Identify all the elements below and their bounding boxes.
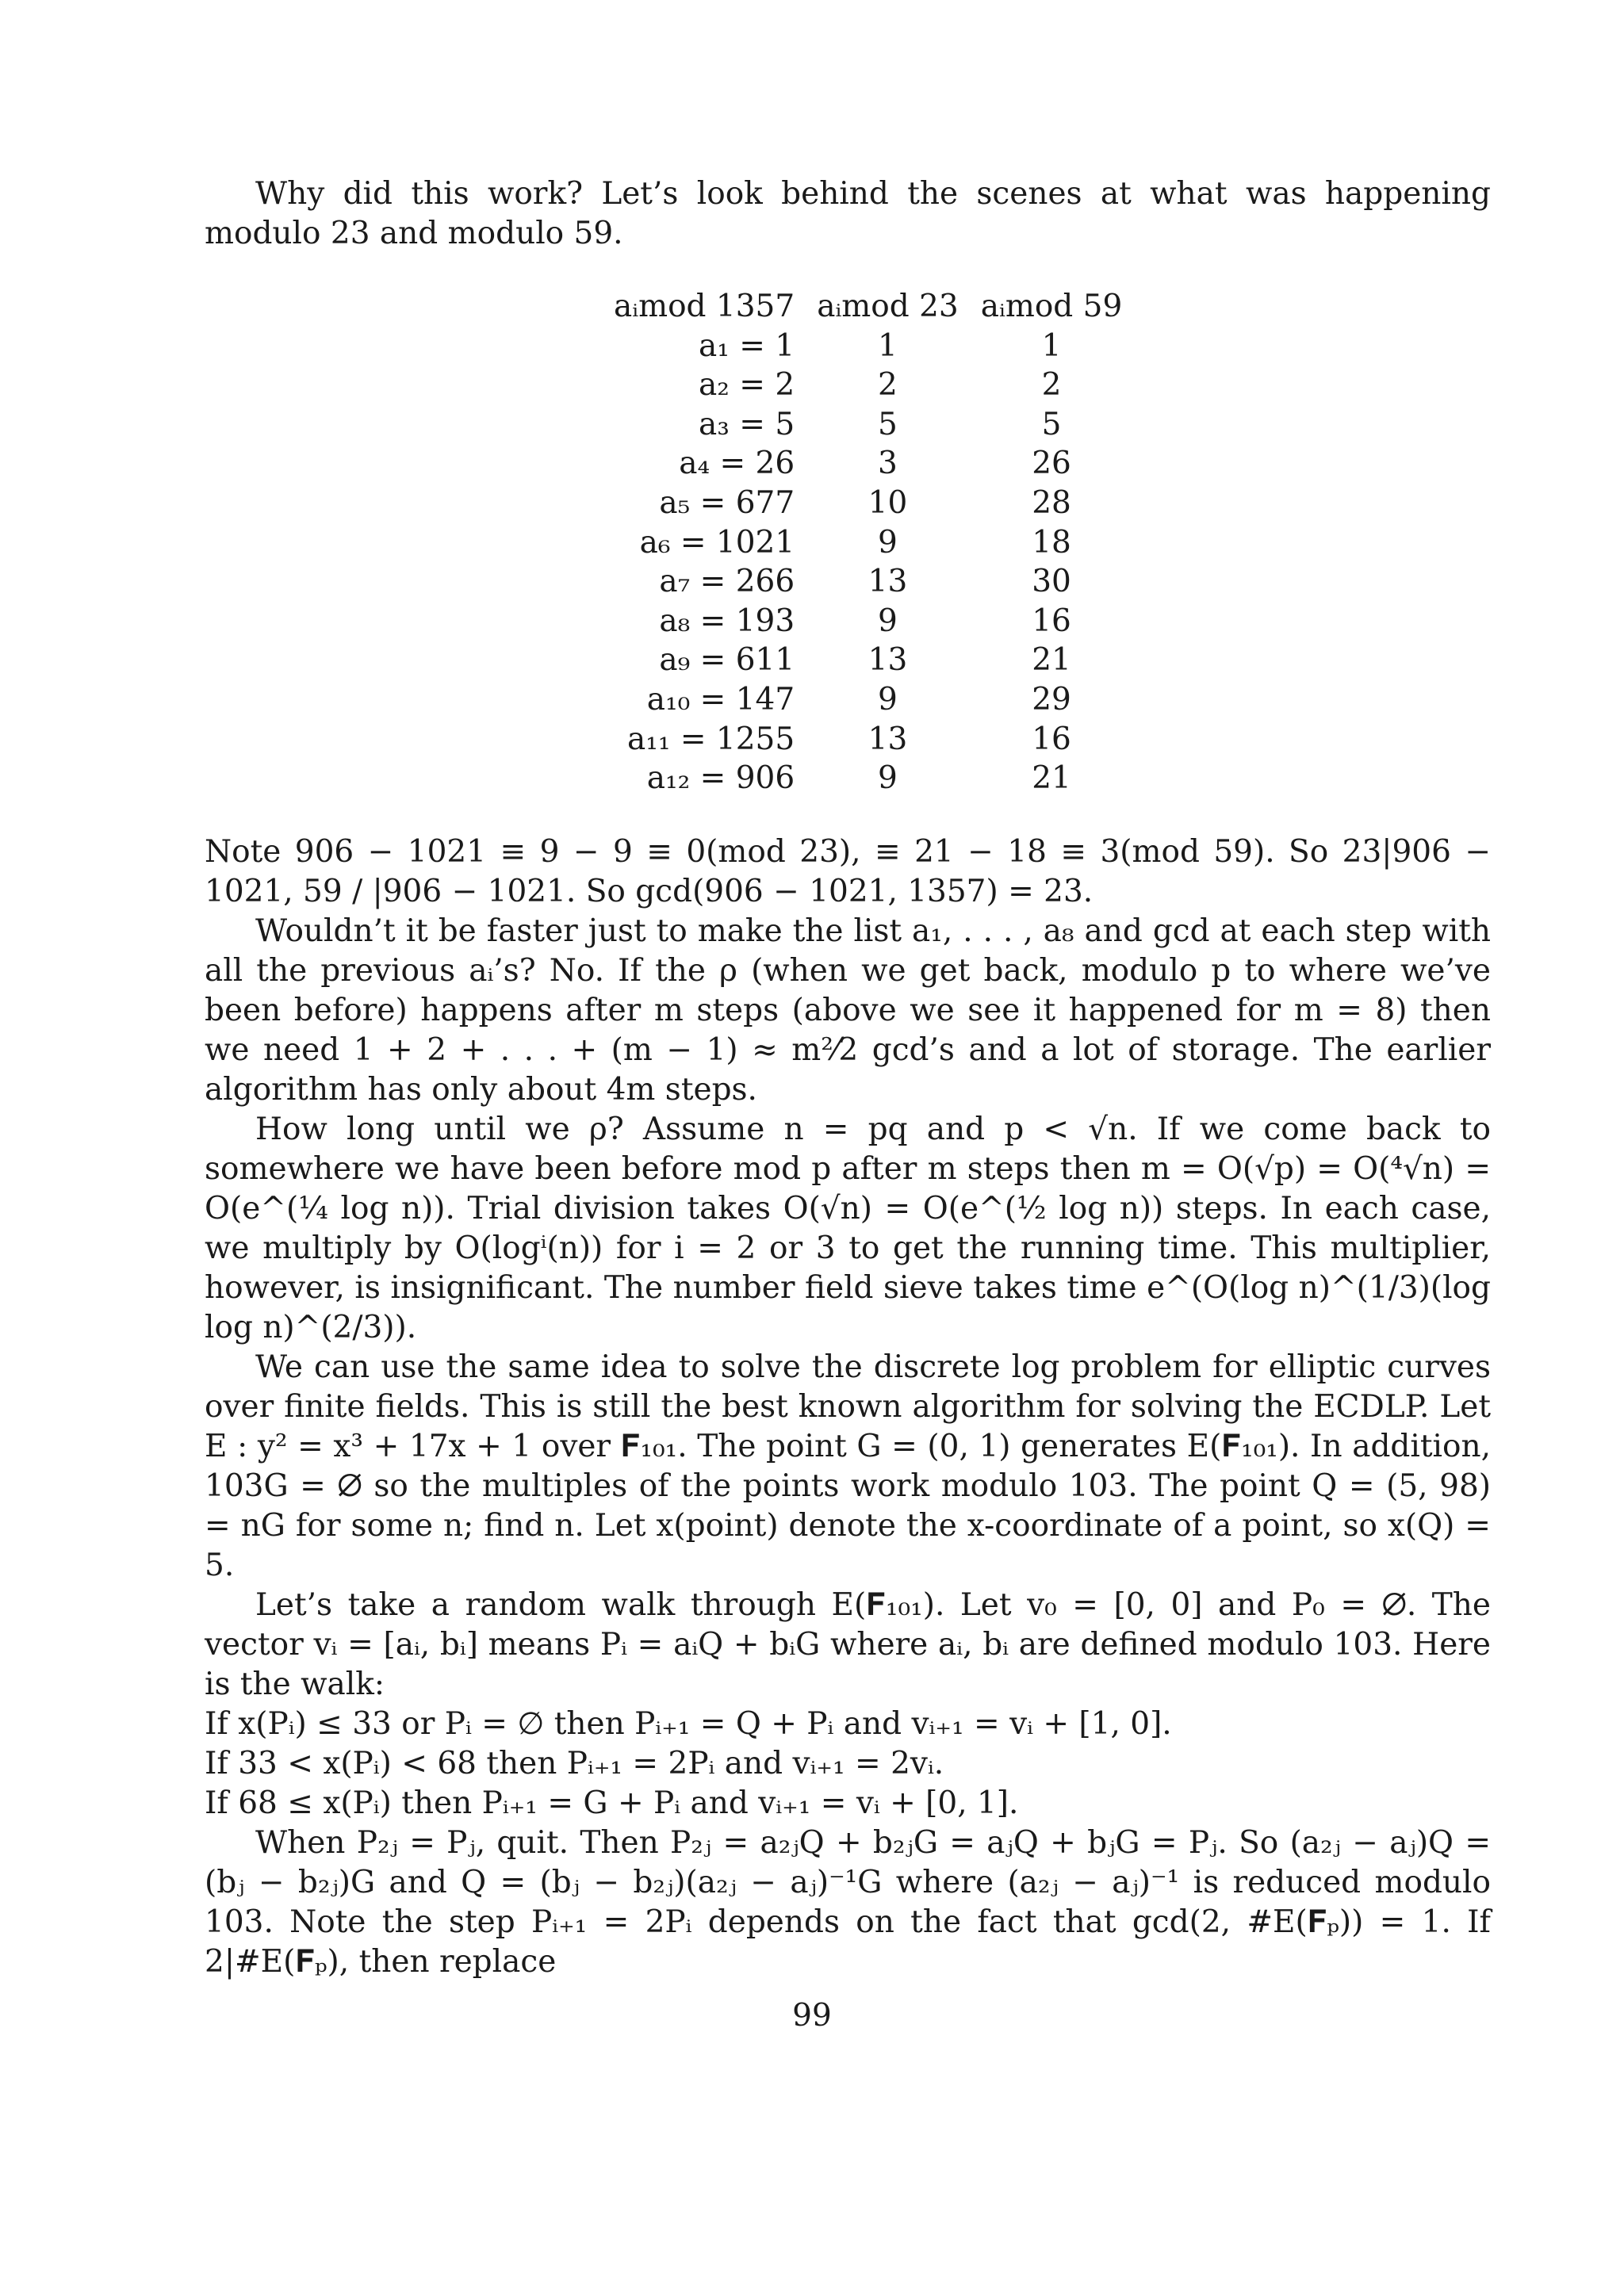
table-cell: 5 (1041, 406, 1062, 442)
table-row (603, 680, 1133, 720)
table-row (603, 484, 1133, 523)
table-cell: a₈ = 193 (659, 603, 795, 639)
table-cell: 10 (868, 484, 908, 521)
table-cell: 21 (1032, 760, 1071, 797)
table-row (603, 523, 1133, 563)
column-header: aᵢmod 23 (817, 289, 959, 324)
table-cell: a₅ = 677 (659, 484, 795, 521)
walk-rule-1: If x(Pᵢ) ≤ 33 or Pᵢ = ∅ then Pᵢ₊₁ = Q + Pᵢ and vᵢ₊₁ = vᵢ + [1, 0]. (205, 1706, 1172, 1742)
table-cell: 1 (878, 327, 898, 364)
table-header-row (603, 287, 1133, 327)
random-walk-paragraph: Let’s take a random walk through E(𝐅₁₀₁). Let v₀ = [0, 0] and P₀ = ∅. The vector vᵢ = [aᵢ, bᵢ] means Pᵢ = aᵢQ + bᵢG where aᵢ, bᵢ are defined modulo 103. Here is the walk: (205, 1587, 1491, 1702)
table-cell: 26 (1032, 446, 1071, 482)
column-header: aᵢmod 1357 (614, 289, 795, 324)
table-cell: 13 (868, 564, 908, 600)
table-cell: a₁ = 1 (699, 327, 795, 364)
table-row (603, 405, 1133, 445)
table-cell: 28 (1032, 484, 1071, 521)
table-row (603, 602, 1133, 641)
table-row (603, 720, 1133, 760)
table-row (603, 365, 1133, 405)
modular-reduction-table (603, 287, 1133, 798)
table-row (603, 562, 1133, 602)
table-cell: 2 (878, 367, 898, 404)
table-cell: 18 (1032, 524, 1071, 561)
page-number: 99 (792, 1998, 832, 2034)
table-cell: a₁₁ = 1255 (626, 721, 795, 757)
table-cell: 3 (878, 446, 898, 482)
table-cell: a₃ = 5 (699, 406, 795, 442)
storage-paragraph: Wouldn’t it be faster just to make the list a₁, . . . , a₈ and gcd at each step with all the previous aᵢ’s? No. If the ρ (when we get back, modulo p to where we’ve been before) happens after m steps (above we see it happened for m = 8) then we need 1 + 2 + . . . + (m − 1) ≈ m²⁄2 gcd’s and a lot of storage. The earlier algorithm has only about 4m steps. (205, 913, 1491, 1108)
note-paragraph: Note 906 − 1021 ≡ 9 − 9 ≡ 0(mod 23), ≡ 21 − 18 ≡ 3(mod 59). So 23|906 − 1021, 59 / |906 − 1021. So gcd(906 − 1021, 1357) = 23. (205, 834, 1491, 909)
table-cell: 16 (1032, 603, 1071, 639)
table-cell: 9 (878, 524, 898, 561)
complexity-paragraph: How long until we ρ? Assume n = pq and p < √n. If we come back to somewhere we have been before mod p after m steps then m = O(√p) = O(⁴√n) = O(e^(¼ log n)). Trial division takes O(√n) = O(e^(½ log n)) steps. In each case, we multiply by O(logⁱ(n)) for i = 2 or 3 to get the running time. This multiplier, however, is insignificant. The number field sieve takes time e^(O(log n)^(1/3)(log log n)^(2/3)). (205, 1112, 1491, 1345)
table-row (603, 759, 1133, 798)
intro-block (205, 174, 1491, 254)
intro-paragraph: Why did this work? Let’s look behind the scenes at what was happening modulo 23 and modulo 59. (205, 176, 1491, 251)
table-cell: 1 (1041, 327, 1062, 364)
table-cell: 21 (1032, 642, 1071, 679)
table-cell: a₁₂ = 906 (646, 760, 795, 797)
walk-rule-3: If 68 ≤ x(Pᵢ) then Pᵢ₊₁ = G + Pᵢ and vᵢ₊₁ = vᵢ + [0, 1]. (205, 1785, 1019, 1821)
table-cell: 2 (1041, 367, 1062, 404)
table-cell: 13 (868, 721, 908, 757)
table-row (603, 444, 1133, 484)
body-text (205, 832, 1491, 1982)
table-row (603, 641, 1133, 680)
table-cell: a₄ = 26 (679, 446, 795, 482)
table-cell: 9 (878, 681, 898, 718)
table-cell: a₇ = 266 (659, 564, 795, 600)
table-cell: 16 (1032, 721, 1071, 757)
table-cell: 30 (1032, 564, 1071, 600)
walk-rule-2: If 33 < x(Pᵢ) < 68 then Pᵢ₊₁ = 2Pᵢ and vᵢ₊₁ = 2vᵢ. (205, 1746, 944, 1781)
table-cell: a₁₀ = 147 (646, 681, 795, 718)
table-cell: 5 (878, 406, 898, 442)
column-header: aᵢmod 59 (980, 289, 1123, 324)
table-cell: a₂ = 2 (699, 367, 795, 404)
table-cell: 29 (1032, 681, 1071, 718)
table-cell: a₆ = 1021 (639, 524, 795, 561)
table-cell: 9 (878, 760, 898, 797)
table-cell: 13 (868, 642, 908, 679)
ecdlp-paragraph: We can use the same idea to solve the discrete log problem for elliptic curves over finite fields. This is still the best known algorithm for solving the ECDLP. Let E : y² = x³ + 17x + 1 over 𝐅₁₀₁. The point G = (0, 1) generates E(𝐅₁₀₁). In addition, 103G = ∅ so the multiples of the points work modulo 103. The point Q = (5, 98) = nG for some n; find n. Let x(point) denote the x-coordinate of a point, so x(Q) = 5. (205, 1349, 1491, 1583)
collision-paragraph: When P₂ⱼ = Pⱼ, quit. Then P₂ⱼ = a₂ⱼQ + b₂ⱼG = aⱼQ + bⱼG = Pⱼ. So (a₂ⱼ − aⱼ)Q = (bⱼ − b₂ⱼ)G and Q = (bⱼ − b₂ⱼ)(a₂ⱼ − aⱼ)⁻¹G where (a₂ⱼ − aⱼ)⁻¹ is reduced modulo 103. Note the step Pᵢ₊₁ = 2Pᵢ depends on the fact that gcd(2, #E(𝐅ₚ)) = 1. If 2|#E(𝐅ₚ), then replace (205, 1825, 1491, 1980)
table-row (603, 327, 1133, 366)
table-cell: a₉ = 611 (659, 642, 795, 679)
table-cell: 9 (878, 603, 898, 639)
